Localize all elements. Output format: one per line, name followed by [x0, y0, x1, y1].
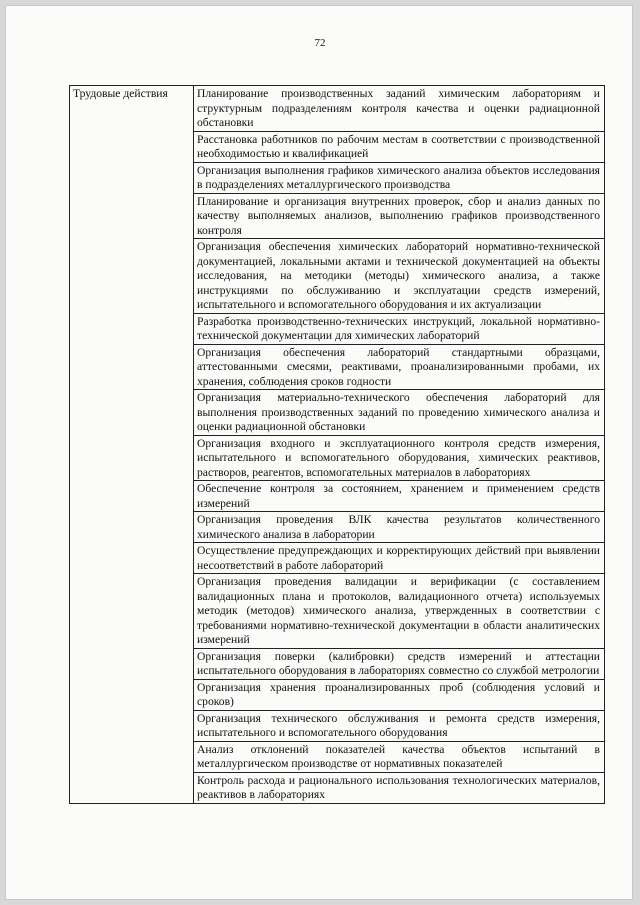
labor-action-item: Планирование и организация внутренних проверок, сбор и анализ данных по качеству выполняемых анализов, выполнению графиков производственного контроля	[194, 193, 605, 239]
labor-action-item: Анализ отклонений показателей качества объектов испытаний в металлургическом производстве от нормативных показателей	[194, 741, 605, 772]
labor-actions-label: Трудовые действия	[70, 86, 194, 804]
labor-action-item: Осуществление предупреждающих и корректирующих действий при выявлении несоответствий в работе лабораторий	[194, 543, 605, 574]
labor-action-item: Расстановка работников по рабочим местам в соответствии с производственной необходимостью и квалификацией	[194, 131, 605, 162]
labor-action-item: Организация хранения проанализированных проб (соблюдения условий и сроков)	[194, 679, 605, 710]
labor-actions-table	[69, 85, 605, 804]
labor-action-item: Организация технического обслуживания и ремонта средств измерения, испытательного и вспомогательного оборудования	[194, 710, 605, 741]
labor-action-item: Контроль расхода и рационального использования технологических материалов, реактивов в лабораториях	[194, 772, 605, 803]
labor-action-item: Организация обеспечения лабораторий стандартными образцами, аттестованными смесями, реактивами, проанализированными пробами, их хранения, соблюдения сроков годности	[194, 344, 605, 390]
labor-action-item: Планирование производственных заданий химическим лабораториям и структурным подразделениям контроля качества и оценки радиационной обстановки	[194, 86, 605, 132]
labor-action-item: Организация входного и эксплуатационного контроля средств измерения, испытательного и вспомогательного оборудования, химических реактивов, растворов, реагентов, вспомогательных материалов в лабораториях	[194, 435, 605, 481]
labor-action-item: Организация проведения ВЛК качества результатов количественного химического анализа в лаборатории	[194, 512, 605, 543]
labor-action-item: Разработка производственно-технических инструкций, локальной нормативно-технической документации для химических лабораторий	[194, 313, 605, 344]
labor-actions-table-body	[70, 86, 605, 804]
labor-action-item: Организация проведения валидации и верификации (с составлением валидационных плана и протоколов, валидационного отчета) используемых методик (методов) химического анализа, утвержденных в соответствии с требованиями нормативно-технической документации в области аналитических измерений	[194, 574, 605, 649]
table-row	[70, 86, 605, 132]
labor-action-item: Организация поверки (калибровки) средств измерений и аттестации испытательного оборудования в лабораториях совместно со службой метрологии	[194, 648, 605, 679]
labor-action-item: Обеспечение контроля за состоянием, хранением и применением средств измерений	[194, 481, 605, 512]
page-number: 72	[314, 37, 326, 49]
labor-action-item: Организация материально-технического обеспечения лабораторий для выполнения производственных заданий по проведению химического анализа и оценки радиационной обстановки	[194, 390, 605, 436]
labor-action-item: Организация обеспечения химических лабораторий нормативно-технической документацией, локальными актами и технической документацией на объекты исследования, на методики (методы) химического анализа, а также инструкциями по обслуживанию и эксплуатации средств измерений, испытательного и вспомогательного оборудования и их актуализации	[194, 239, 605, 314]
labor-action-item: Организация выполнения графиков химического анализа объектов исследования в подразделениях металлургического производства	[194, 162, 605, 193]
